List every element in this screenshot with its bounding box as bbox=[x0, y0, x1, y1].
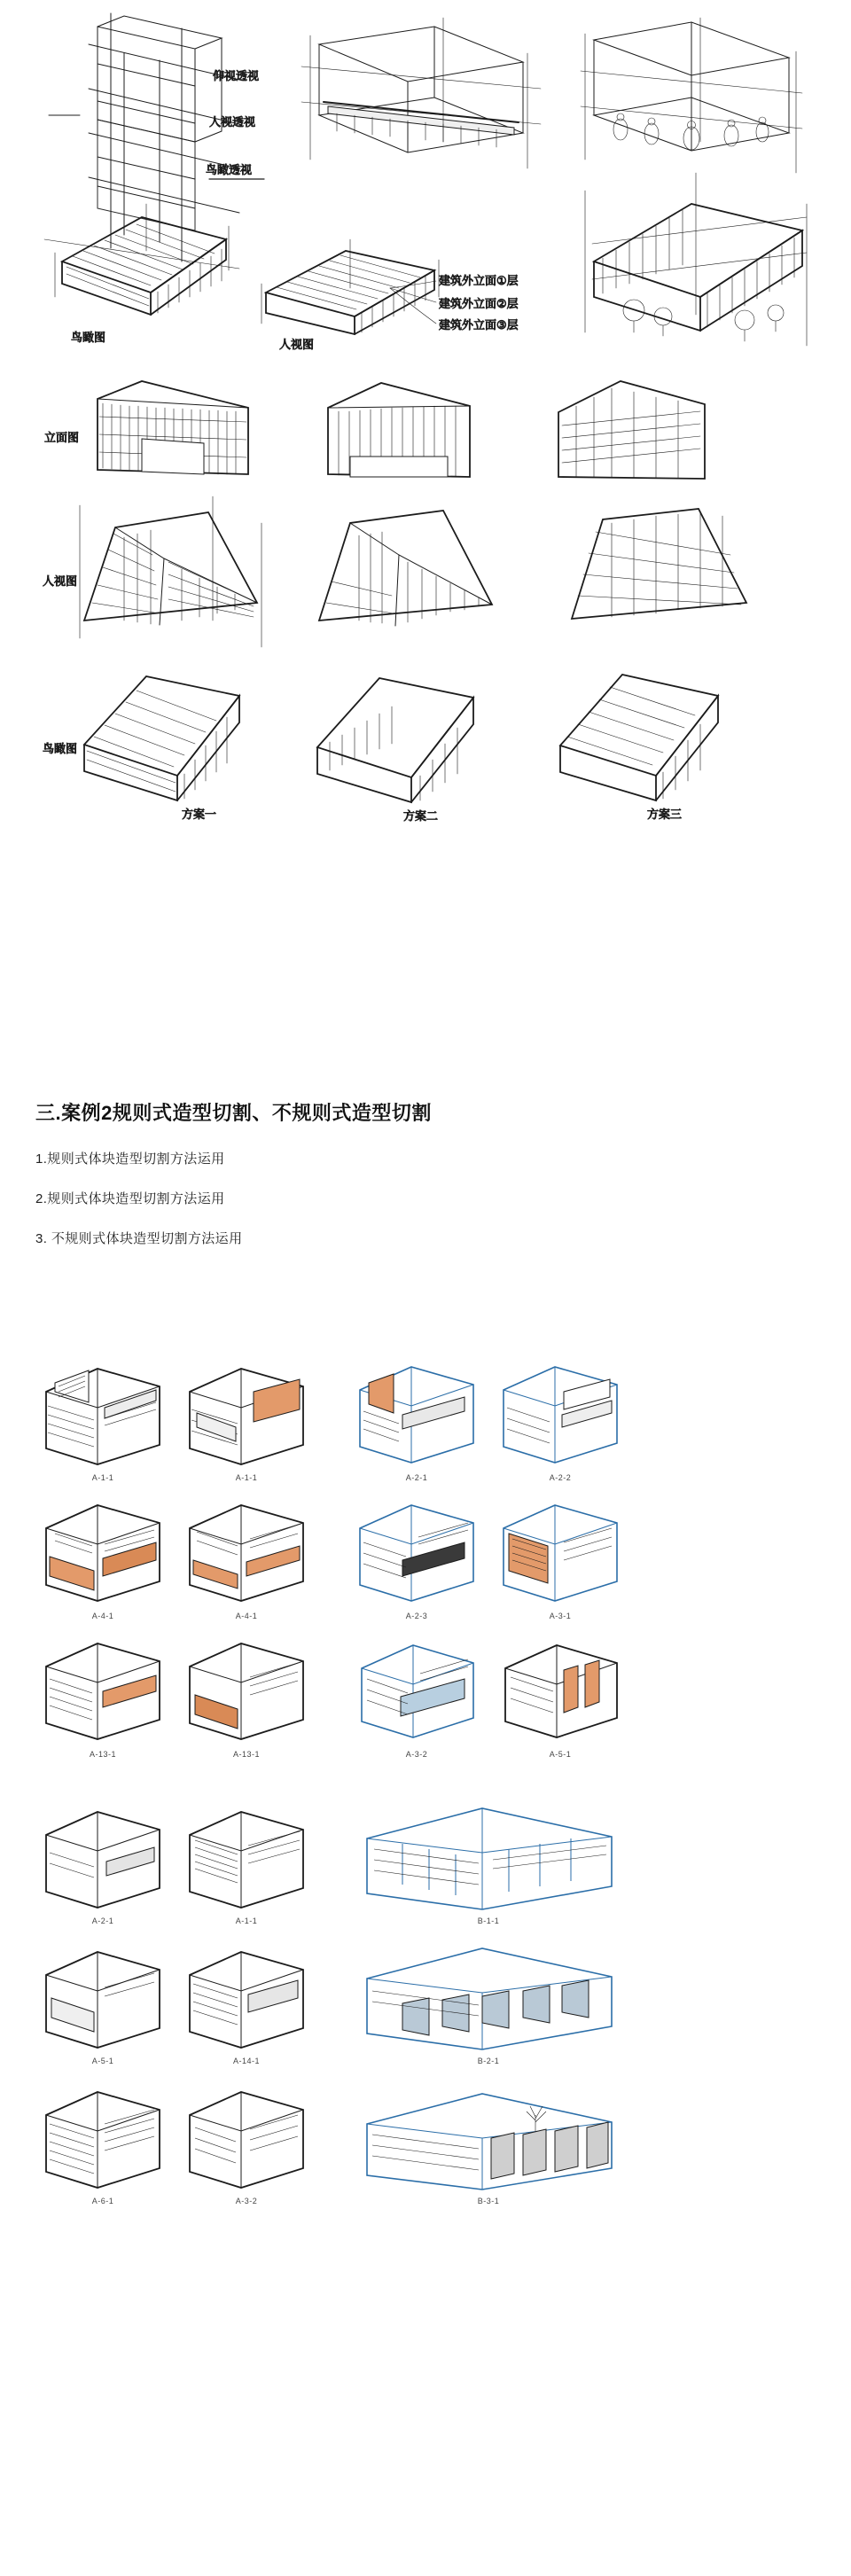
cut-cell-wide bbox=[349, 1940, 628, 2065]
svg-text:人视图: 人视图 bbox=[43, 575, 78, 589]
cut-sketch bbox=[35, 1356, 170, 1471]
column-gap bbox=[323, 2080, 349, 2205]
sketch-row-5 bbox=[35, 660, 816, 838]
cut-cell-label: A-1-1 bbox=[91, 1473, 114, 1482]
cut-cell bbox=[179, 1633, 314, 1759]
perspective-study-section bbox=[0, 0, 851, 1046]
column-gap bbox=[323, 1495, 349, 1620]
cut-cell-label: A-2-3 bbox=[405, 1612, 428, 1620]
cut-volume-section bbox=[0, 1347, 851, 2246]
cut-cell bbox=[179, 1940, 314, 2065]
cut-sketch bbox=[179, 1356, 314, 1471]
sketch-row-2 bbox=[35, 199, 816, 377]
cut-cell bbox=[179, 1495, 314, 1620]
svg-text:建筑外立面②层: 建筑外立面②层 bbox=[439, 298, 519, 311]
cut-sketch bbox=[35, 1495, 170, 1610]
cut-row bbox=[35, 2080, 816, 2205]
cut-sketch bbox=[349, 1940, 628, 2055]
cut-cell-label: A-4-1 bbox=[235, 1612, 258, 1620]
sketch-row-4 bbox=[35, 496, 816, 656]
cut-cell-label: A-1-1 bbox=[235, 1916, 258, 1925]
cut-sketch bbox=[179, 2080, 314, 2195]
cut-cell bbox=[349, 1356, 484, 1482]
cut-sketch bbox=[179, 1633, 314, 1748]
cut-cell-label: A-6-1 bbox=[91, 2197, 114, 2205]
cut-cell bbox=[35, 1356, 170, 1482]
list-item: 2.规则式体块造型切割方法运用 bbox=[35, 1191, 225, 1206]
cut-sketch bbox=[349, 2080, 628, 2195]
cut-sketch bbox=[35, 1633, 170, 1748]
cut-cell-label: A-3-2 bbox=[235, 2197, 258, 2205]
cut-cell-label: A-14-1 bbox=[232, 2057, 260, 2065]
cut-cell-label: A-13-1 bbox=[232, 1750, 260, 1759]
svg-text:建筑外立面①层: 建筑外立面①层 bbox=[439, 275, 519, 288]
cut-cell-wide bbox=[349, 1799, 628, 1925]
cut-cell-label: A-5-1 bbox=[91, 2057, 114, 2065]
cut-cell bbox=[179, 1356, 314, 1482]
svg-text:立面图: 立面图 bbox=[44, 432, 80, 445]
svg-text:鸟瞰图: 鸟瞰图 bbox=[71, 332, 106, 345]
cut-sketch bbox=[349, 1633, 484, 1748]
svg-text:方案一: 方案一 bbox=[182, 808, 217, 822]
cut-cell bbox=[35, 1495, 170, 1620]
cut-cell-label: A-3-1 bbox=[549, 1612, 572, 1620]
cut-cell-label: A-5-1 bbox=[549, 1750, 572, 1759]
cut-cell-label: A-4-1 bbox=[91, 1612, 114, 1620]
svg-text:建筑外立面③层: 建筑外立面③层 bbox=[439, 319, 519, 332]
svg-text:仰视透视: 仰视透视 bbox=[213, 70, 260, 83]
cut-sketch bbox=[349, 1495, 484, 1610]
cut-cell-label: A-2-1 bbox=[405, 1473, 428, 1482]
cut-cell bbox=[179, 2080, 314, 2205]
cut-cell-wide bbox=[349, 2080, 628, 2205]
list-item: 3. 不规则式体块造型切割方法运用 bbox=[35, 1231, 243, 1246]
cut-sketch bbox=[179, 1495, 314, 1610]
column-gap bbox=[323, 1356, 349, 1482]
cut-cell bbox=[349, 1495, 484, 1620]
cut-cell-label: A-2-1 bbox=[91, 1916, 114, 1925]
cut-sketch bbox=[493, 1633, 628, 1748]
column-gap bbox=[323, 1633, 349, 1759]
cut-cell bbox=[35, 1940, 170, 2065]
cut-sketch bbox=[35, 1799, 170, 1915]
cut-cell bbox=[35, 1633, 170, 1759]
cut-sketch bbox=[35, 2080, 170, 2195]
cut-row bbox=[35, 1799, 816, 1925]
column-gap bbox=[323, 1940, 349, 2065]
cut-row bbox=[35, 1495, 816, 1620]
cut-sketch bbox=[35, 1940, 170, 2055]
cut-cell bbox=[349, 1633, 484, 1759]
cut-cell-label: B-3-1 bbox=[477, 2197, 500, 2205]
cut-cell bbox=[35, 1799, 170, 1925]
svg-text:方案三: 方案三 bbox=[647, 808, 683, 822]
list-item: 1.规则式体块造型切割方法运用 bbox=[35, 1151, 225, 1167]
cut-cell bbox=[493, 1495, 628, 1620]
cut-cell-label: A-3-2 bbox=[405, 1750, 428, 1759]
cut-cell-label: B-1-1 bbox=[477, 1916, 500, 1925]
svg-text:鸟瞰透视: 鸟瞰透视 bbox=[206, 164, 253, 177]
cut-row bbox=[35, 1940, 816, 2065]
section-heading-block bbox=[0, 1077, 851, 1276]
cut-cell bbox=[493, 1633, 628, 1759]
cut-cell-label: A-13-1 bbox=[89, 1750, 116, 1759]
column-gap bbox=[323, 1799, 349, 1925]
cut-cell bbox=[35, 2080, 170, 2205]
sketch-row-3 bbox=[35, 372, 816, 505]
cut-sketch bbox=[349, 1799, 628, 1915]
cut-cell-label: A-2-2 bbox=[549, 1473, 572, 1482]
svg-text:鸟瞰图: 鸟瞰图 bbox=[43, 743, 78, 756]
svg-text:方案二: 方案二 bbox=[403, 810, 439, 824]
cut-sketch bbox=[179, 1940, 314, 2055]
cut-sketch bbox=[493, 1356, 628, 1471]
svg-text:人视图: 人视图 bbox=[279, 339, 315, 352]
cut-cell-label: B-2-1 bbox=[477, 2057, 500, 2065]
cut-sketch bbox=[493, 1495, 628, 1610]
cut-sketch bbox=[349, 1356, 484, 1471]
svg-text:人视透视: 人视透视 bbox=[209, 116, 256, 129]
cut-row bbox=[35, 1633, 816, 1759]
page-title: 三.案例2规则式造型切割、不规则式造型切割 bbox=[35, 1102, 432, 1124]
cut-sketch bbox=[179, 1799, 314, 1915]
cut-cell-label: A-1-1 bbox=[235, 1473, 258, 1482]
cut-cell bbox=[179, 1799, 314, 1925]
cut-cell bbox=[493, 1356, 628, 1482]
cut-row bbox=[35, 1356, 816, 1482]
